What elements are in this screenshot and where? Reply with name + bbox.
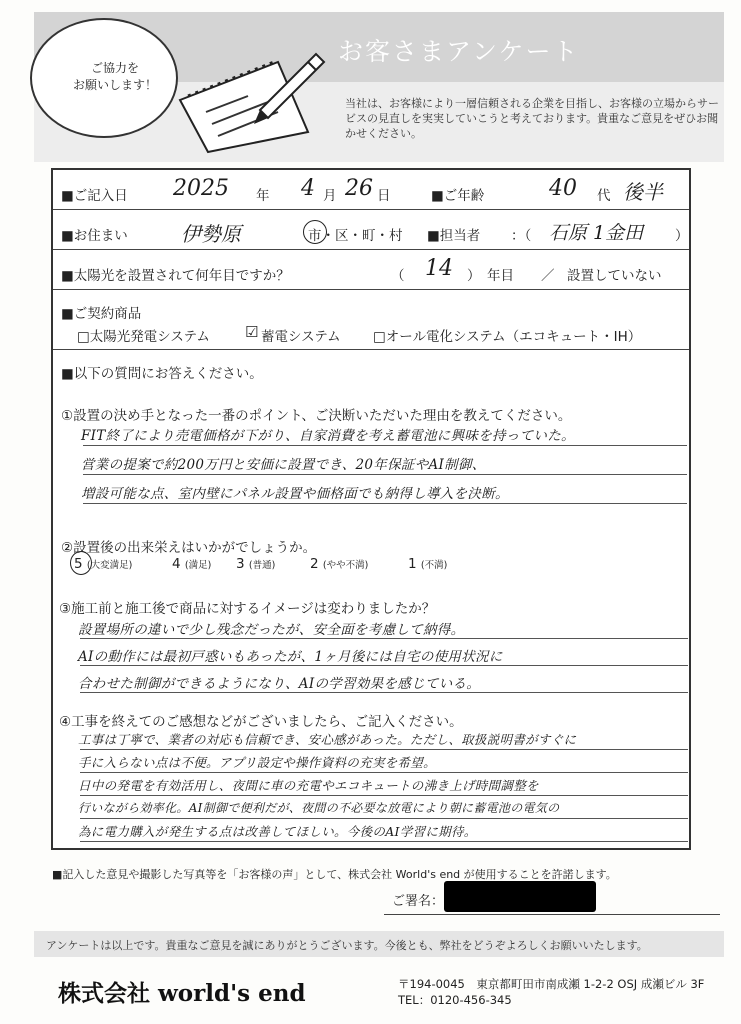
- survey-title: お客さまアンケート: [338, 37, 580, 66]
- company-address: [398, 976, 704, 1008]
- notepad-pencil-icon: [168, 40, 338, 155]
- age-value: 40: [549, 176, 577, 201]
- q1-answer-line: [83, 474, 687, 475]
- rating-2-label: (やや不満): [322, 560, 369, 571]
- rating-option-5: [74, 556, 132, 572]
- years-unit: 年目: [487, 268, 514, 284]
- company-logo-text: 株式会社 world's end: [58, 980, 306, 1007]
- q3-answer-line-2: AIの動作には最初戸惑いもあったが、1ヶ月後には自宅の使用状況に: [78, 649, 503, 665]
- address-label: ■お住まい: [61, 228, 128, 244]
- rating-4-num: 4: [172, 556, 181, 572]
- q4-answer-line-4: 行いながら効率化。AI制御で便利だが、夜間の不必要な放電により朝に蓄電池の電気の: [78, 801, 560, 815]
- years-close: ）: [467, 268, 481, 284]
- staff-value: 石原 1金田: [549, 222, 644, 244]
- rating-option-1: [408, 556, 447, 572]
- year-unit: 年: [256, 188, 270, 204]
- rating-option-4: [172, 556, 211, 572]
- q3-answer-line-3: 合わせた制御ができるようになり、AIの学習効果を感じている。: [78, 676, 481, 692]
- q1-answer-line-3: 増設可能な点、室内壁にパネル設置や価格面でも納得し導入を決断。: [81, 486, 509, 502]
- years-slash: ／: [541, 268, 555, 284]
- consent-statement: ■記入した意見や撮影した写真等を「お客様の声」として、株式会社 World's end が使用することを許諾します。: [52, 868, 617, 881]
- q3-answer-line-1: 設置場所の違いで少し残念だったが、安全面を考慮して納得。: [78, 622, 465, 638]
- product-battery: 蓄電システム: [261, 329, 341, 345]
- staff-close: ）: [675, 228, 689, 244]
- month-unit: 月: [323, 188, 337, 204]
- q4-answer-line-5: 為に電力購入が発生する点は改善してほしい。今後のAI学習に期待。: [78, 824, 477, 839]
- date-day-value: 26: [345, 176, 373, 201]
- product-all-electric: □オール電化システム（エコキュート・IH）: [373, 329, 642, 345]
- q1-question: ①設置の決め手となった一番のポイント、ご決断いただいた理由を教えてください。: [61, 408, 572, 424]
- q4-answer-line-2: 手に入らない点は不便。アプリ設定や操作資料の充実を希望。: [78, 755, 436, 770]
- q3-answer-line: [80, 692, 688, 693]
- questions-intro: ■以下の質問にお答えください。: [61, 366, 263, 382]
- address-value: 伊勢原: [181, 222, 241, 246]
- q4-answer-line: [80, 841, 688, 842]
- products-label: ■ご契約商品: [61, 306, 142, 322]
- rating-2-num: 2: [310, 556, 319, 572]
- rating-3-num: 3: [236, 556, 245, 572]
- thanks-text: アンケートは以上です。貴重なご意見を誠にありがとうございます。今後とも、弊社をどうぞよろしくお願いいたします。: [46, 939, 648, 952]
- phone-number: TEL：0120-456-345: [398, 993, 512, 1007]
- q4-answer-line-1: 工事は丁寧で、業者の対応も信頼でき、安心感があった。ただし、取扱説明書がすぐに: [78, 732, 577, 747]
- day-unit: 日: [377, 188, 391, 204]
- age-label: ■ご年齢: [431, 188, 485, 204]
- years-value: 14: [425, 256, 453, 281]
- age-note: 後半: [623, 180, 663, 204]
- rating-5-num: 5: [74, 556, 83, 572]
- date-year-value: 2025: [173, 176, 229, 201]
- rating-3-label: (普通): [248, 560, 276, 571]
- years-label: ■太陽光を設置されて何年目ですか？: [61, 268, 290, 284]
- q2-question: ②設置後の出来栄えはいかがでしょうか。: [61, 540, 317, 556]
- q4-answer-line-3: 日中の発電を有効活用し、夜間に車の充電やエコキュートの沸き上げ時間調整を: [78, 778, 539, 793]
- checkbox-checked-icon: ☑: [245, 323, 259, 341]
- q4-answer-line: [80, 818, 688, 819]
- product-solar: □太陽光発電システム: [77, 329, 210, 345]
- intro-text: 当社は、お客様により一層信頼される企業を目指し、お客様の立場からサービスの見直しを実実していこうと考えております。貴重なご意見をぜひお聞かせください。: [345, 97, 719, 140]
- bubble-text: ご協力を お願いします！: [72, 61, 157, 92]
- q4-answer-line: [80, 795, 688, 796]
- age-unit: 代: [597, 188, 611, 204]
- staff-open: ：（: [511, 228, 532, 244]
- q1-answer-line: [83, 503, 687, 504]
- address-line: 〒194-0045 東京都町田市南成瀬 1-2-2 OSJ 成瀬ビル 3F: [398, 977, 705, 991]
- q1-answer-line-2: 営業の提案で約200万円と安価に設置でき、20年保証やAI制御、: [81, 457, 486, 473]
- years-open: （: [391, 268, 405, 284]
- q3-answer-line: [80, 665, 688, 666]
- rating-option-2: [310, 556, 368, 572]
- date-month-value: 4: [301, 176, 315, 201]
- q3-question: ③施工前と施工後で商品に対するイメージは変わりましたか？: [59, 601, 436, 617]
- redacted-signature: [444, 881, 596, 912]
- q3-answer-line: [80, 638, 688, 639]
- q4-question: ④工事を終えてのご感想などがございましたら、ご記入ください。: [59, 714, 463, 730]
- q4-answer-line: [80, 772, 688, 773]
- signature-line: [384, 914, 720, 915]
- signature-label: ご署名：: [392, 894, 445, 909]
- q1-answer-line-1: FIT終了により売電価格が下がり、自家消費を考え蓄電池に興味を持っていた。: [81, 428, 575, 444]
- rating-1-label: (不満): [420, 560, 448, 571]
- address-unit-options: 市・区・町・村: [308, 228, 403, 244]
- q1-answer-line: [83, 445, 687, 446]
- years-none-option: 設置していない: [567, 268, 662, 284]
- rating-4-label: (満足): [184, 560, 212, 571]
- rating-5-label: (大変満足): [86, 560, 133, 571]
- q4-answer-line: [80, 749, 688, 750]
- date-label: ■ご記入日: [61, 188, 128, 204]
- rating-option-3: [236, 556, 275, 572]
- rating-1-num: 1: [408, 556, 417, 572]
- staff-label: ■担当者: [427, 228, 481, 244]
